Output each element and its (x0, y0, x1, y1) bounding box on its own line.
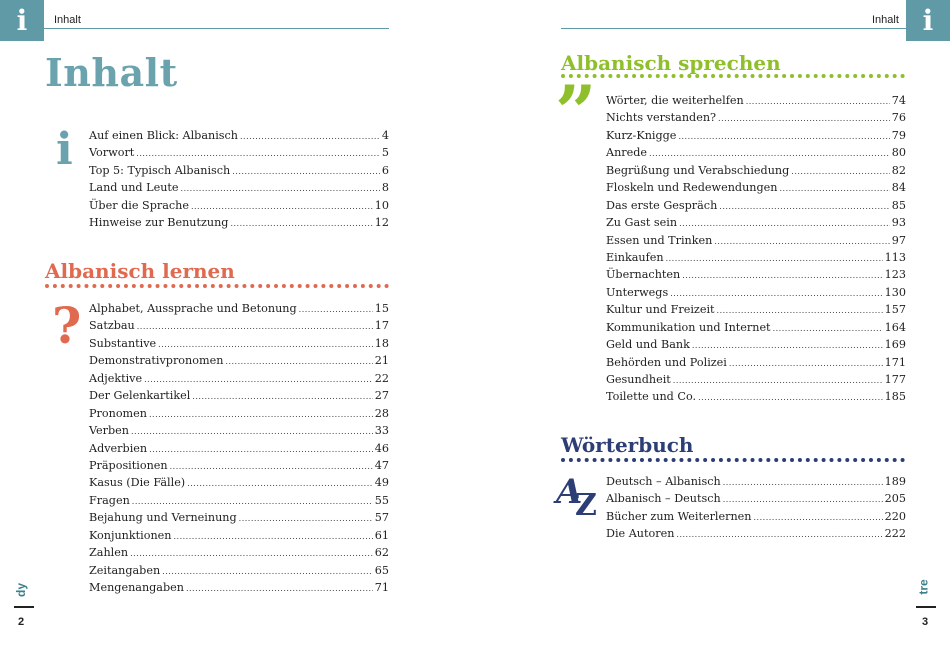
dot-leader (717, 301, 883, 319)
toc-entry-page: 47 (374, 458, 389, 472)
quotation-icon: ” (555, 69, 597, 154)
toc-entry-label: Essen und Trinken (606, 233, 713, 247)
toc-entry[interactable] (89, 144, 389, 161)
toc-entry[interactable] (89, 197, 389, 214)
toc-entry-label: Floskeln und Redewendungen (606, 181, 778, 195)
info-corner-icon: i (906, 0, 950, 41)
toc-entry-label: Adverbien (89, 441, 148, 455)
toc-entry-page: 164 (884, 320, 906, 334)
page-title: Inhalt (45, 50, 178, 95)
dot-leader (718, 109, 890, 127)
section-divider (561, 74, 905, 78)
side-number-word: dy (14, 582, 29, 598)
dot-leader (158, 335, 373, 353)
header-rule (561, 28, 906, 29)
side-number-word: tre (916, 579, 931, 595)
toc-entry[interactable] (89, 509, 389, 526)
toc-entry-page: 49 (374, 476, 389, 490)
toc-entry-label: Über die Sprache (89, 198, 189, 212)
dot-leader (144, 370, 373, 388)
dot-leader (162, 562, 373, 580)
toc-entry-page: 82 (891, 163, 906, 177)
dot-leader (729, 354, 883, 372)
toc-entry[interactable] (606, 249, 906, 266)
toc-entry[interactable] (89, 352, 389, 369)
dot-leader (191, 197, 373, 215)
toc-entry-page: 28 (374, 406, 389, 420)
toc-entry[interactable] (606, 109, 906, 126)
dot-leader (232, 162, 380, 180)
toc-entry-label: Nichts verstanden? (606, 111, 717, 125)
dot-leader (186, 579, 373, 597)
toc-entry[interactable] (606, 232, 906, 249)
toc-entry[interactable] (89, 214, 389, 231)
toc-entry-page: 12 (374, 216, 389, 230)
toc-entry[interactable] (606, 525, 906, 542)
toc-entry-page: 71 (374, 581, 389, 594)
toc-entry[interactable] (89, 579, 389, 596)
toc-entry-label: Geld und Bank (606, 338, 690, 352)
dot-leader (723, 490, 883, 508)
toc-entry-page: 84 (891, 181, 906, 195)
dot-leader (170, 457, 373, 475)
dot-leader (649, 144, 890, 162)
toc-entry-label: Top 5: Typisch Albanisch (89, 163, 231, 177)
toc-entry-label: Hinweise zur Benutzung (89, 216, 229, 230)
toc-entry-page: 123 (884, 268, 906, 282)
toc-entry-label: Kultur und Freizeit (606, 303, 715, 317)
toc-entry-label: Demonstrativpronomen (89, 354, 224, 368)
dot-leader (137, 317, 373, 335)
running-header: Inhalt (872, 14, 899, 26)
toc-entry-page: 18 (374, 336, 389, 350)
toc-entry[interactable] (89, 335, 389, 352)
dot-leader (679, 214, 890, 232)
toc-entry[interactable] (606, 508, 906, 525)
toc-entry-label: Übernachten (606, 268, 681, 282)
toc-entry-page: 21 (374, 354, 389, 368)
dot-leader (225, 352, 372, 370)
section-divider (45, 284, 389, 288)
toc-entry[interactable] (89, 457, 389, 474)
toc-entry-page: 22 (374, 371, 389, 385)
dot-leader (132, 492, 373, 510)
dot-leader (682, 266, 882, 284)
toc-entry[interactable] (89, 527, 389, 544)
toc-entry-label: Toilette und Co. (606, 390, 697, 404)
toc-entry[interactable] (606, 301, 906, 318)
dot-leader (181, 179, 380, 197)
footer-rule (916, 606, 936, 608)
toc-entry-label: Fragen (89, 493, 130, 507)
toc-entry-label: Pronomen (89, 406, 147, 420)
toc-entry-page: 113 (884, 250, 906, 264)
running-header: Inhalt (54, 14, 81, 26)
toc-entry-label: Albanisch – Deutsch (606, 492, 721, 506)
toc-entry[interactable] (89, 179, 389, 196)
toc-entry-page: 17 (374, 319, 389, 333)
dot-leader (714, 232, 889, 250)
toc-entry-page: 15 (374, 302, 389, 315)
toc-entry[interactable] (89, 474, 389, 491)
toc-entry-label: Kommunikation und Internet (606, 320, 771, 334)
toc-entry[interactable] (606, 284, 906, 301)
toc-entry[interactable] (606, 371, 906, 388)
toc-entry-label: Die Autoren (606, 527, 675, 541)
dot-leader (779, 179, 889, 197)
toc-entry-page: 4 (381, 129, 389, 142)
toc-entry-page: 6 (381, 163, 389, 177)
toc-entry-label: Kurz-Knigge (606, 128, 677, 142)
toc-entry-label: Adjektive (89, 371, 143, 385)
toc-entry[interactable] (606, 162, 906, 179)
dot-leader (130, 544, 373, 562)
toc-entry[interactable] (606, 319, 906, 336)
toc-entry-page: 130 (884, 285, 906, 299)
toc-entry[interactable] (89, 492, 389, 509)
dot-leader (746, 92, 890, 110)
toc-entry-page: 8 (381, 181, 389, 195)
toc-entry-label: Bejahung und Verneinung (89, 511, 237, 525)
toc-entry[interactable] (606, 179, 906, 196)
dot-leader (174, 527, 373, 545)
toc-entry-page: 46 (374, 441, 389, 455)
toc-entry-page: 80 (891, 146, 906, 160)
toc-entry-label: Vorwort (89, 146, 135, 160)
toc-entry-label: Anrede (606, 146, 648, 160)
section-divider (561, 458, 905, 462)
toc-entry-label: Auf einen Blick: Albanisch (89, 129, 238, 142)
toc-entry-page: 189 (884, 475, 906, 488)
toc-entry-page: 55 (374, 493, 389, 507)
toc-entry-page: 79 (891, 128, 906, 142)
dot-leader (149, 405, 373, 423)
dot-leader (230, 214, 372, 232)
toc-entry[interactable] (89, 162, 389, 179)
toc-entry-page: 62 (374, 546, 389, 560)
dot-leader (131, 422, 373, 440)
info-corner-icon: i (0, 0, 44, 41)
info-icon: i (56, 124, 73, 175)
toc-entry-page: 222 (884, 527, 906, 541)
toc-entry-label: Begrüßung und Verabschiedung (606, 163, 790, 177)
dot-leader (149, 440, 373, 458)
toc-entry-page: 185 (884, 390, 906, 404)
toc-entry[interactable] (89, 405, 389, 422)
toc-entry-label: Verben (89, 424, 130, 438)
toc-entry[interactable] (606, 336, 906, 353)
toc-intro-list (89, 127, 389, 232)
toc-entry-label: Bücher zum Weiterlernen (606, 509, 752, 523)
toc-entry[interactable] (89, 544, 389, 561)
section-title-albanisch-lernen: Albanisch lernen (45, 259, 235, 283)
toc-entry[interactable] (89, 440, 389, 457)
header-rule (44, 28, 389, 29)
question-mark-icon: ? (52, 296, 82, 355)
dot-leader (773, 319, 883, 337)
dot-leader (187, 474, 373, 492)
toc-entry[interactable] (89, 387, 389, 404)
toc-entry-page: 33 (374, 424, 389, 438)
footer-rule (14, 606, 34, 608)
toc-entry-page: 157 (884, 303, 906, 317)
dot-leader (666, 249, 883, 267)
toc-entry-page: 76 (891, 111, 906, 125)
toc-woerterbuch-list (606, 473, 906, 543)
dot-leader (754, 508, 883, 526)
dot-leader (791, 162, 889, 180)
toc-entry-page: 61 (374, 528, 389, 542)
dot-leader (719, 197, 889, 215)
toc-entry[interactable] (606, 144, 906, 161)
toc-entry[interactable] (606, 388, 906, 405)
dot-leader (192, 387, 372, 405)
toc-entry[interactable] (606, 473, 906, 490)
toc-entry-page: 220 (884, 509, 906, 523)
toc-entry-label: Deutsch – Albanisch (606, 475, 721, 488)
toc-entry[interactable] (89, 127, 389, 144)
dot-leader (670, 284, 882, 302)
dot-leader (678, 127, 889, 145)
toc-entry[interactable] (606, 214, 906, 231)
az-icon-z: Z (575, 488, 597, 523)
toc-entry-page: 97 (891, 233, 906, 247)
toc-sprechen-list (606, 92, 906, 406)
dot-leader (723, 473, 883, 491)
az-icon-a: A (556, 472, 583, 512)
toc-entry[interactable] (606, 197, 906, 214)
toc-entry[interactable] (606, 266, 906, 283)
dot-leader (240, 127, 380, 145)
toc-entry-page: 85 (891, 198, 906, 212)
toc-entry[interactable] (606, 92, 906, 109)
toc-lernen-list (89, 300, 389, 596)
toc-entry[interactable] (89, 422, 389, 439)
toc-entry[interactable] (89, 562, 389, 579)
toc-entry-page: 205 (884, 492, 906, 506)
section-title-woerterbuch: Wörterbuch (561, 433, 694, 457)
toc-entry-label: Behörden und Polizei (606, 355, 727, 369)
toc-entry-page: 65 (374, 563, 389, 577)
dot-leader (239, 509, 373, 527)
toc-entry-label: Präpositionen (89, 458, 168, 472)
toc-entry-page: 57 (374, 511, 389, 525)
toc-entry-page: 10 (374, 198, 389, 212)
dot-leader (673, 371, 883, 389)
toc-entry-label: Satzbau (89, 319, 135, 333)
toc-entry-label: Substantive (89, 336, 157, 350)
toc-entry-label: Das erste Gespräch (606, 198, 718, 212)
toc-entry-label: Zahlen (89, 546, 129, 560)
toc-entry[interactable] (89, 300, 389, 317)
toc-entry-page: 177 (884, 373, 906, 386)
section-title-albanisch-sprechen: Albanisch sprechen (561, 51, 781, 75)
toc-entry-label: Der Gelenkartikel (89, 389, 191, 403)
toc-entry[interactable] (606, 127, 906, 144)
toc-entry-page: 169 (884, 338, 906, 352)
toc-entry-label: Alphabet, Aussprache und Betonung (89, 302, 297, 315)
toc-entry-label: Zu Gast sein (606, 216, 678, 230)
dot-leader (676, 525, 882, 543)
toc-entry-page: 27 (374, 389, 389, 403)
dot-leader (692, 336, 883, 354)
toc-entry-page: 93 (891, 216, 906, 230)
toc-entry-label: Konjunktionen (89, 528, 172, 542)
toc-entry-label: Kasus (Die Fälle) (89, 476, 186, 490)
page-number: 2 (18, 616, 25, 628)
dot-leader (299, 300, 373, 318)
dot-leader (136, 144, 380, 162)
page-number: 3 (922, 616, 929, 628)
toc-entry-label: Einkaufen (606, 250, 664, 264)
toc-entry-label: Land und Leute (89, 181, 179, 195)
toc-entry-page: 74 (891, 94, 906, 107)
toc-entry-label: Gesundheit (606, 373, 671, 386)
toc-entry-label: Wörter, die weiterhelfen (606, 94, 744, 107)
toc-entry[interactable] (606, 354, 906, 371)
toc-entry[interactable] (89, 370, 389, 387)
toc-entry[interactable] (606, 490, 906, 507)
dot-leader (698, 388, 883, 406)
toc-entry[interactable] (89, 317, 389, 334)
toc-entry-label: Mengenangaben (89, 581, 184, 594)
toc-entry-label: Zeitangaben (89, 563, 161, 577)
toc-entry-page: 5 (381, 146, 389, 160)
toc-entry-label: Unterwegs (606, 285, 669, 299)
toc-entry-page: 171 (884, 355, 906, 369)
